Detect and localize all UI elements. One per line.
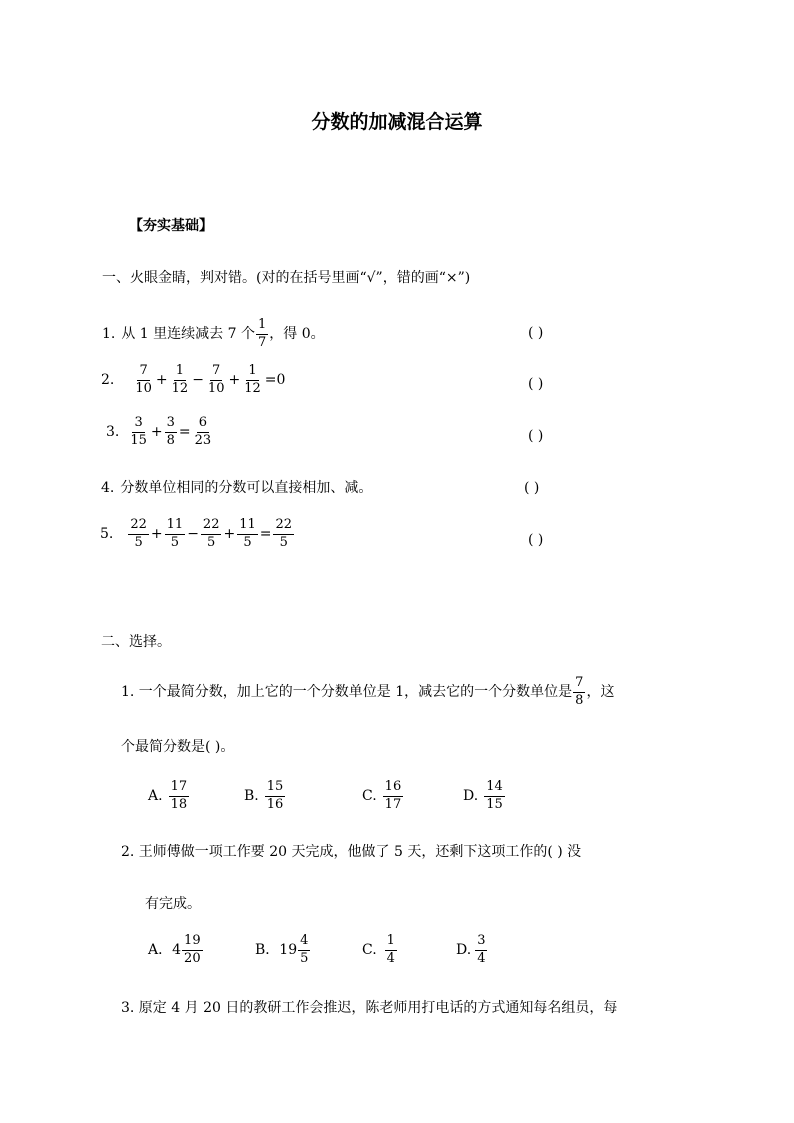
fraction-numerator: 7 xyxy=(210,364,222,381)
fraction xyxy=(385,934,397,967)
option-label: B． xyxy=(255,942,280,959)
question-number: 2. xyxy=(101,372,115,389)
fraction-denominator: 5 xyxy=(134,534,143,550)
fraction xyxy=(128,518,149,551)
question-text-line2: 有完成。 xyxy=(145,896,201,912)
part2-question-3: 3. 原定 4 月 20 日的教研工作会推迟，陈老师用打电话的方式通知每名组员，每 xyxy=(121,1000,618,1016)
question-number: 4. xyxy=(101,480,115,496)
part1-question-5 xyxy=(100,518,295,551)
fraction-denominator: 17 xyxy=(384,796,402,812)
fraction xyxy=(128,416,149,449)
fraction-numerator: 3 xyxy=(475,934,487,951)
part2-question-2: 2. 王师傅做一项工作要 20 天完成，他做了 5 天，还剩下这项工作的( ) 没 xyxy=(121,844,582,860)
fraction-denominator: 5 xyxy=(243,534,252,550)
option-label: C. xyxy=(362,788,377,805)
option-label: B. xyxy=(244,788,259,805)
fraction-numerator: 1 xyxy=(174,364,186,381)
part1-question-2 xyxy=(101,364,286,397)
fraction-numerator: 7 xyxy=(137,364,149,381)
operator: − xyxy=(187,526,199,543)
answer-blank[interactable]: ( ) xyxy=(524,480,540,496)
fraction xyxy=(383,780,404,813)
operator: + xyxy=(150,526,163,543)
fraction-numerator: 6 xyxy=(197,416,209,433)
fraction xyxy=(165,416,177,449)
question-text: 从 1 里连续减去 7 个 xyxy=(121,326,255,343)
fraction xyxy=(193,416,214,449)
fraction-numerator: 1 xyxy=(256,318,268,335)
operator: = xyxy=(178,424,191,441)
fraction xyxy=(573,676,585,709)
fraction xyxy=(170,364,191,397)
fraction xyxy=(265,780,286,813)
fraction xyxy=(133,364,154,397)
fraction-denominator: 12 xyxy=(244,380,261,396)
option-c[interactable] xyxy=(362,934,398,967)
fraction-numerator: 17 xyxy=(169,780,190,797)
mixed-number-whole: 4 xyxy=(172,942,182,959)
fraction-denominator: 4 xyxy=(477,950,486,966)
fraction-denominator: 23 xyxy=(194,432,212,448)
fraction xyxy=(165,518,186,551)
operator: + xyxy=(223,526,236,543)
question-text: 1. 一个最简分数，加上它的一个分数单位是 1，减去它的一个分数单位是 xyxy=(121,684,573,701)
question-text: ，得 0。 xyxy=(269,326,325,343)
answer-blank[interactable]: ( ) xyxy=(528,428,544,444)
question-text: 分数单位相同的分数可以直接相加、减。 xyxy=(120,480,373,496)
operator: = xyxy=(259,526,272,543)
fraction-denominator: 8 xyxy=(166,432,175,448)
question-text: ，这 xyxy=(586,684,615,701)
fraction-denominator: 10 xyxy=(135,380,152,396)
fraction-denominator: 5 xyxy=(170,534,180,550)
fraction-numerator: 4 xyxy=(298,934,310,951)
fraction-numerator: 3 xyxy=(132,416,144,433)
question-number: 5. xyxy=(100,526,114,543)
option-c[interactable] xyxy=(362,780,404,813)
fraction-denominator: 15 xyxy=(486,796,503,812)
fraction xyxy=(256,318,268,351)
fraction-denominator: 5 xyxy=(207,534,216,550)
page-title: 分数的加减混合运算 xyxy=(311,111,483,133)
part1-question-4 xyxy=(101,481,372,495)
option-label: D. xyxy=(456,942,472,959)
fraction xyxy=(169,780,190,813)
option-label: C. xyxy=(362,942,377,959)
mixed-number-whole: 19 xyxy=(279,942,298,959)
fraction-numerator: 16 xyxy=(383,780,404,797)
fraction-numerator: 14 xyxy=(484,780,505,797)
fraction xyxy=(273,518,294,551)
answer-blank[interactable]: ( ) xyxy=(528,325,544,341)
part1-question-1 xyxy=(102,318,325,351)
section-header: 【夯实基础】 xyxy=(129,218,213,234)
operator: + xyxy=(155,372,168,389)
fraction-denominator: 5 xyxy=(300,950,309,966)
fraction-denominator: 7 xyxy=(257,334,267,350)
fraction-numerator: 19 xyxy=(182,934,203,951)
fraction-numerator: 15 xyxy=(265,780,286,797)
option-a[interactable] xyxy=(148,780,190,813)
fraction-denominator: 12 xyxy=(171,380,189,396)
option-d[interactable] xyxy=(463,780,506,813)
part1-question-3 xyxy=(106,416,214,449)
option-label: D. xyxy=(463,788,479,805)
option-label: A. xyxy=(148,788,163,805)
part2-heading: 二、选择。 xyxy=(101,634,171,650)
fraction-denominator: 15 xyxy=(130,432,147,448)
fraction-denominator: 5 xyxy=(279,534,288,550)
fraction-numerator: 7 xyxy=(573,676,585,693)
question-number: 1. xyxy=(102,326,116,343)
fraction-numerator: 22 xyxy=(201,518,222,535)
fraction-numerator: 1 xyxy=(246,364,258,381)
fraction-denominator: 18 xyxy=(170,796,188,812)
fraction-denominator: 4 xyxy=(386,950,395,966)
fraction-numerator: 3 xyxy=(165,416,177,433)
fraction xyxy=(237,518,258,551)
fraction-denominator: 16 xyxy=(266,796,284,812)
fraction xyxy=(298,934,310,967)
equation-result: =0 xyxy=(264,372,286,389)
option-b[interactable] xyxy=(255,934,311,967)
operator: + xyxy=(228,372,241,389)
fraction xyxy=(201,518,222,551)
fraction xyxy=(484,780,505,813)
option-b[interactable] xyxy=(244,780,286,813)
fraction xyxy=(206,364,227,397)
fraction-numerator: 11 xyxy=(237,518,258,535)
part2-question-1 xyxy=(121,676,614,709)
fraction-denominator: 8 xyxy=(575,692,584,708)
fraction-numerator: 1 xyxy=(385,934,397,951)
fraction xyxy=(475,934,487,967)
option-a[interactable] xyxy=(148,934,204,967)
operator: − xyxy=(192,372,204,389)
question-number: 3. xyxy=(106,424,120,441)
option-d[interactable] xyxy=(456,934,488,967)
fraction-numerator: 22 xyxy=(273,518,294,535)
fraction-numerator: 22 xyxy=(128,518,149,535)
fraction-numerator: 11 xyxy=(165,518,186,535)
answer-blank[interactable]: ( ) xyxy=(528,376,544,392)
operator: + xyxy=(150,424,163,441)
option-label: A． xyxy=(148,942,173,959)
answer-blank[interactable]: ( ) xyxy=(528,532,544,548)
fraction xyxy=(182,934,203,967)
part1-heading: 一、火眼金睛，判对错。(对的在括号里画“√”，错的画“×”) xyxy=(102,270,471,286)
question-text-line2: 个最简分数是( )。 xyxy=(121,739,235,755)
fraction-denominator: 20 xyxy=(184,950,201,966)
fraction xyxy=(242,364,263,397)
fraction-denominator: 10 xyxy=(207,380,225,396)
